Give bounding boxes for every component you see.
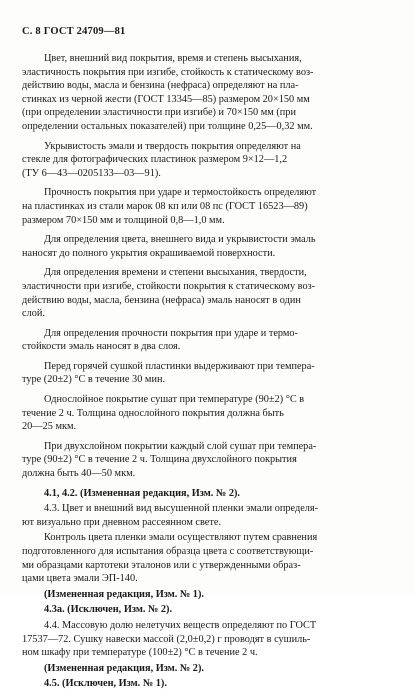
text-line: определении остальных показателей) при толщине 0,25—0,32 мм. bbox=[22, 120, 313, 132]
paragraph-amendment-2 bbox=[22, 662, 395, 676]
paragraph-one-layer bbox=[22, 266, 395, 320]
text-line: стойкости эмаль наносят в два слоя. bbox=[22, 341, 181, 353]
text-line: Цвет, внешний вид покрытия, время и степень высыхания, bbox=[44, 53, 302, 64]
paragraph-color-control bbox=[22, 531, 395, 585]
text-line: размером 70×150 мм и толщиной 0,8—1,0 мм. bbox=[22, 214, 225, 226]
text-line: 4.1, 4.2. (Измененная редакция, Изм. № 2). bbox=[44, 487, 240, 499]
text-line: действию воды, масла и бензина (нефраса) определяют на пла- bbox=[22, 80, 299, 92]
text-line: ми образцами картотеки эталонов или с утвержденными образ- bbox=[22, 559, 301, 571]
text-line: подготовленного для испытания образца цвета с соответствующи- bbox=[22, 546, 314, 557]
text-line: эластичность покрытия при изгибе, стойкость к статическому воз- bbox=[22, 66, 314, 78]
paragraph-test-plates bbox=[22, 52, 395, 134]
text-line: туре (20±2) °С в течение 30 мин. bbox=[22, 374, 166, 386]
text-line: 4.4. Массовую долю нелетучих веществ определяют по ГОСТ bbox=[44, 619, 317, 631]
text-line: (Измененная редакция, Изм. № 2). bbox=[44, 662, 204, 674]
text-line: (ТУ 6—43—0205133—03—91). bbox=[22, 167, 161, 179]
text-line: 4.5. (Исключен, Изм. № 1). bbox=[44, 678, 167, 690]
paragraph-clause-4-3a bbox=[22, 603, 395, 617]
text-line: (Измененная редакция, Изм. № 1). bbox=[44, 588, 204, 600]
text-line: туре (90±2) °С в течение 2 ч. Толщина двухслойного покрытия bbox=[22, 454, 297, 466]
text-line: стекле для фотографических пластинок размером 9×12—1,2 bbox=[22, 154, 288, 166]
text-line: ют визуально при дневном рассеянном свете. bbox=[22, 516, 222, 528]
paragraph-glass-plates bbox=[22, 140, 395, 181]
text-line: Перед горячей сушкой пластинки выдерживают при темпера- bbox=[44, 360, 315, 372]
text-line: цами цвета эмали ЭП-140. bbox=[22, 573, 138, 585]
paragraph-clause-4-1-4-2 bbox=[22, 487, 395, 501]
page-header: С. 8 ГОСТ 24709—81 bbox=[22, 26, 126, 37]
paragraph-two-layers bbox=[22, 327, 395, 354]
text-line: должна быть 40—50 мкм. bbox=[22, 468, 136, 480]
text-line: Прочность покрытия при ударе и термостойкость определяют bbox=[44, 187, 317, 199]
text-line: слой. bbox=[22, 308, 45, 320]
text-line: 17537—72. Сушку навески массой (2,0±0,2) г проводят в сушиль- bbox=[22, 633, 311, 645]
text-line: наносят до полного укрытия окрашиваемой поверхности. bbox=[22, 247, 276, 259]
paragraph-clause-4-3 bbox=[22, 502, 395, 529]
paragraph-pre-drying bbox=[22, 360, 395, 387]
paragraph-steel-plates bbox=[22, 186, 395, 227]
text-line: стинках из черной жести (ГОСТ 13345—85) размером 20×150 мм bbox=[22, 93, 310, 105]
text-line: Однослойное покрытие сушат при температуре (90±2) °С в bbox=[44, 394, 305, 406]
paragraph-double-coat-drying bbox=[22, 440, 395, 481]
paragraph-clause-4-4 bbox=[22, 619, 395, 660]
text-line: (при определении эластичности при изгибе) и 70×150 мм (при bbox=[22, 107, 296, 119]
text-line: Укрывистость эмали и твердость покрытия определяют на bbox=[44, 140, 301, 152]
text-line: течение 2 ч. Толщина однослойного покрытия должна быть bbox=[22, 407, 284, 419]
paragraph-color-application bbox=[22, 233, 395, 260]
text-line: Для определения прочности покрытия при ударе и термо- bbox=[44, 327, 298, 339]
text-line: Для определения цвета, внешнего вида и укрывистости эмаль bbox=[44, 234, 316, 246]
text-line: на пластинках из стали марок 08 кп или 08 пс (ГОСТ 16523—89) bbox=[22, 200, 308, 212]
text-line: эластичности при изгибе, стойкости покрытия к статическому воз- bbox=[22, 280, 316, 292]
text-line: При двухслойном покрытии каждый слой сушат при темпера- bbox=[44, 440, 317, 452]
text-line: Для определения времени и степени высыхания, твердости, bbox=[44, 267, 307, 279]
text-line: 4.3а. (Исключен, Изм. № 2). bbox=[44, 604, 173, 616]
text-line: Контроль цвета пленки эмали осуществляют путем сравнения bbox=[44, 532, 318, 544]
paragraph-amendment-1 bbox=[22, 588, 395, 602]
text-line: 4.3. Цвет и внешний вид высушенной пленки эмали определя- bbox=[44, 503, 319, 515]
text-line: ном шкафу при температуре (100±2) °С в течение 2 ч. bbox=[22, 647, 258, 659]
paragraph-single-coat-drying bbox=[22, 393, 395, 434]
text-line: 20—25 мкм. bbox=[22, 421, 77, 433]
paragraph-clause-4-5 bbox=[22, 677, 395, 691]
text-line: действию воды, масла, бензина (нефраса) эмаль наносят в один bbox=[22, 294, 301, 306]
